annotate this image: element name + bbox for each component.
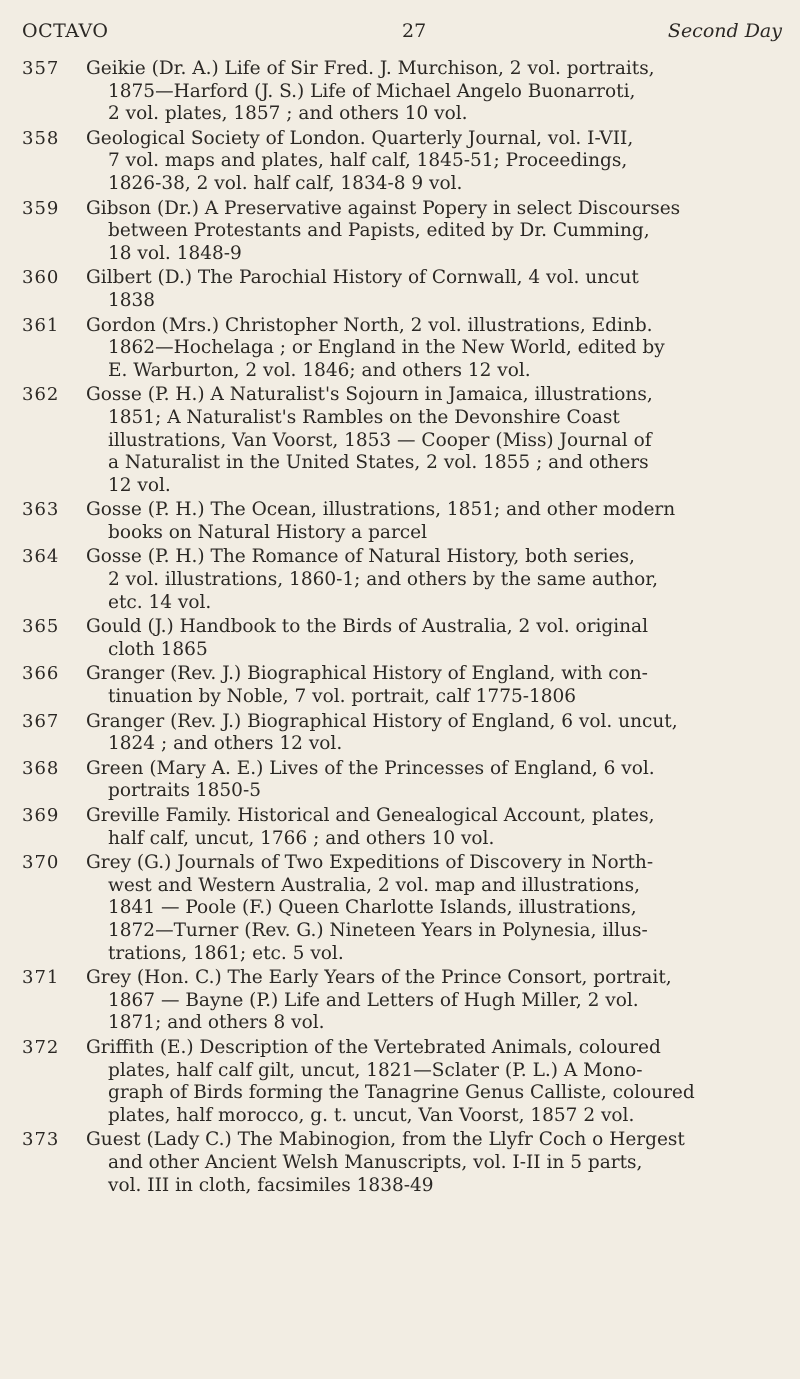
entry-line: portraits 1850-5 — [108, 780, 261, 802]
lot-number: 367 — [22, 710, 60, 732]
catalogue-entry — [22, 315, 780, 383]
entry-line: E. Warburton, 2 vol. 1846; and others 12 vol. — [108, 359, 531, 381]
entry-line: and other Ancient Welsh Manuscripts, vol. I-II in 5 parts, — [108, 1151, 643, 1173]
entry-line: 1841 — Poole (F.) Queen Charlotte Islands, illustrations, — [108, 897, 637, 919]
entry-line: illustrations, Van Voorst, 1853 — Cooper (Miss) Journal of — [108, 429, 652, 451]
page-header — [22, 20, 782, 50]
catalogue-entry — [22, 384, 780, 497]
catalogue-entry — [22, 967, 780, 1035]
entry-line: Gosse (P. H.) A Naturalist's Sojourn in Jamaica, illustrations, — [86, 384, 653, 406]
entry-line: 1872—Turner (Rev. G.) Nineteen Years in Polynesia, illus- — [108, 919, 648, 941]
lot-number: 368 — [22, 757, 60, 779]
entry-line: 1867 — Bayne (P.) Life and Letters of Hugh Miller, 2 vol. — [108, 989, 639, 1011]
section-title: OCTAVO — [22, 20, 109, 42]
entry-line: graph of Birds forming the Tanagrine Genus Calliste, coloured — [108, 1082, 695, 1104]
entry-line: cloth 1865 — [108, 638, 208, 660]
entry-line: trations, 1861; etc. 5 vol. — [108, 942, 344, 964]
entry-line: 2 vol. plates, 1857 ; and others 10 vol. — [108, 103, 468, 125]
catalogue-entry — [22, 663, 780, 708]
entry-line: west and Western Australia, 2 vol. map and illustrations, — [108, 874, 641, 896]
lot-number: 364 — [22, 546, 60, 568]
entry-line: Gibson (Dr.) A Preservative against Popery in select Discourses — [86, 197, 681, 219]
lot-number: 360 — [22, 267, 60, 289]
entry-line: between Protestants and Papists, edited by Dr. Cumming, — [108, 220, 650, 242]
entry-line: Gosse (P. H.) The Romance of Natural History, both series, — [86, 546, 635, 568]
catalogue-entry — [22, 711, 780, 756]
entry-line: plates, half calf gilt, uncut, 1821—Sclater (P. L.) A Mono- — [108, 1059, 643, 1081]
lot-number: 373 — [22, 1129, 60, 1151]
entry-line: Green (Mary A. E.) Lives of the Princesses of England, 6 vol. — [86, 757, 655, 779]
entry-line: Gosse (P. H.) The Ocean, illustrations, 1851; and other modern — [86, 499, 676, 521]
entry-line: Griffith (E.) Description of the Vertebrated Animals, coloured — [86, 1036, 661, 1058]
catalogue-entry — [22, 1037, 780, 1127]
entry-line: a Naturalist in the United States, 2 vol. 1855 ; and others — [108, 452, 649, 474]
entry-line: Gilbert (D.) The Parochial History of Cornwall, 4 vol. uncut — [86, 267, 639, 289]
catalogue-entry — [22, 128, 780, 196]
entry-line: 1824 ; and others 12 vol. — [108, 733, 343, 755]
lot-number: 369 — [22, 805, 60, 826]
entry-line: 18 vol. 1848-9 — [108, 242, 242, 264]
entry-line: etc. 14 vol. — [108, 591, 212, 613]
entry-line: Grey (G.) Journals of Two Expeditions of Discovery in North- — [86, 852, 654, 874]
catalogue-entry — [22, 805, 780, 850]
catalogue-entry — [22, 852, 780, 965]
sale-day: Second Day — [667, 20, 782, 42]
catalogue-entry — [22, 546, 780, 614]
lot-number: 358 — [22, 127, 60, 149]
lot-number: 359 — [22, 197, 60, 219]
lot-number: 372 — [22, 1036, 60, 1058]
entry-line: 1838 — [108, 289, 156, 311]
lot-number: 362 — [22, 384, 60, 406]
lot-number: 371 — [22, 967, 60, 989]
entry-line: plates, half morocco, g. t. uncut, Van Voorst, 1857 2 vol. — [108, 1104, 635, 1126]
entry-line: 1851; A Naturalist's Rambles on the Devonshire Coast — [108, 406, 620, 428]
lot-number: 357 — [22, 58, 60, 79]
entry-line: Granger (Rev. J.) Biographical History of England, with con- — [86, 663, 648, 685]
entry-line: Gordon (Mrs.) Christopher North, 2 vol. illustrations, Edinb. — [86, 314, 653, 336]
catalogue-entries — [22, 58, 780, 1199]
entry-line: Granger (Rev. J.) Biographical History of England, 6 vol. uncut, — [86, 710, 678, 732]
lot-number: 370 — [22, 852, 60, 874]
page-number: 27 — [402, 20, 427, 42]
entry-line: half calf, uncut, 1766 ; and others 10 vol. — [108, 827, 495, 849]
lot-number: 363 — [22, 499, 60, 521]
entry-line: 1862—Hochelaga ; or England in the New World, edited by — [108, 337, 665, 359]
entry-line: Geikie (Dr. A.) Life of Sir Fred. J. Murchison, 2 vol. portraits, — [86, 58, 655, 79]
entry-line: books on Natural History a parcel — [108, 521, 428, 543]
catalogue-entry — [22, 58, 780, 126]
catalogue-entry — [22, 499, 780, 544]
lot-number: 365 — [22, 616, 60, 638]
catalogue-entry — [22, 758, 780, 803]
entry-line: Geological Society of London. Quarterly Journal, vol. I-VII, — [86, 127, 634, 149]
entry-line: 1871; and others 8 vol. — [108, 1012, 325, 1034]
entry-line: Grey (Hon. C.) The Early Years of the Prince Consort, portrait, — [86, 967, 672, 989]
lot-number: 361 — [22, 314, 60, 336]
catalogue-entry — [22, 1129, 780, 1197]
entry-line: 1875—Harford (J. S.) Life of Michael Angelo Buonarroti, — [108, 80, 636, 102]
lot-number: 366 — [22, 663, 60, 685]
catalogue-entry — [22, 267, 780, 312]
catalogue-entry — [22, 616, 780, 661]
entry-line: 7 vol. maps and plates, half calf, 1845-51; Proceedings, — [108, 150, 628, 172]
entry-line: 2 vol. illustrations, 1860-1; and others by the same author, — [108, 569, 658, 591]
entry-line: vol. III in cloth, facsimiles 1838-49 — [108, 1174, 434, 1196]
entry-line: 12 vol. — [108, 474, 171, 496]
entry-line: 1826-38, 2 vol. half calf, 1834-8 9 vol. — [108, 172, 463, 194]
catalogue-entry — [22, 198, 780, 266]
entry-line: Guest (Lady C.) The Mabinogion, from the Llyfr Coch o Hergest — [86, 1129, 685, 1151]
entry-line: Greville Family. Historical and Genealogical Account, plates, — [86, 805, 655, 826]
entry-line: Gould (J.) Handbook to the Birds of Australia, 2 vol. original — [86, 616, 648, 638]
entry-line: tinuation by Noble, 7 vol. portrait, calf 1775-1806 — [108, 686, 577, 708]
